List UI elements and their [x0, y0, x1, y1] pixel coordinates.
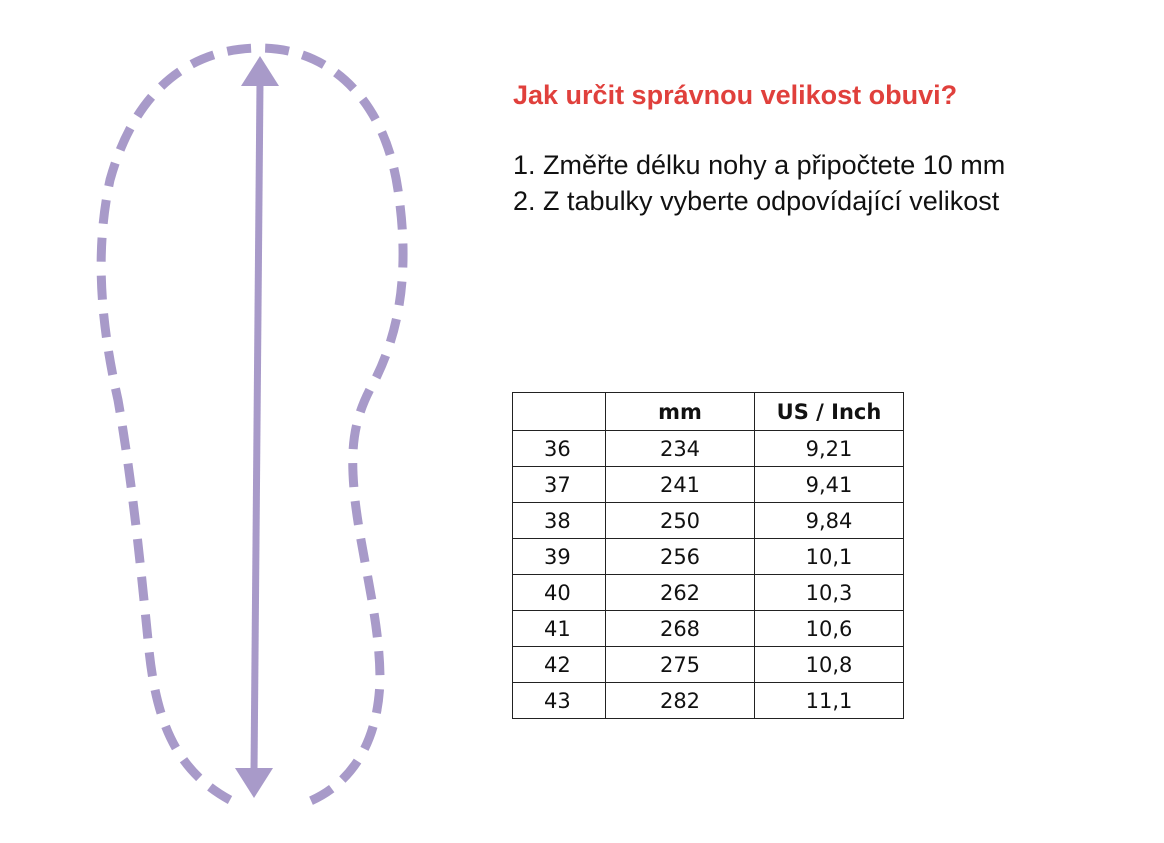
table-header-row [513, 393, 904, 431]
cell-size: 40 [513, 575, 606, 611]
arrow-up-icon [241, 56, 279, 86]
cell-inch: 9,21 [755, 431, 904, 467]
cell-inch: 11,1 [755, 683, 904, 719]
cell-inch: 9,41 [755, 467, 904, 503]
table-row [513, 647, 904, 683]
cell-mm: 275 [606, 647, 755, 683]
cell-mm: 262 [606, 575, 755, 611]
table-row [513, 539, 904, 575]
table-row [513, 611, 904, 647]
header-us-inch: US / Inch [755, 393, 904, 431]
header-mm: mm [606, 393, 755, 431]
cell-size: 42 [513, 647, 606, 683]
step-1: 1. Změřte délku nohy a připočtete 10 mm [513, 150, 1006, 180]
table-row [513, 575, 904, 611]
cell-size: 43 [513, 683, 606, 719]
cell-mm: 250 [606, 503, 755, 539]
foot-outline-icon [0, 0, 520, 843]
cell-mm: 241 [606, 467, 755, 503]
cell-mm: 234 [606, 431, 755, 467]
cell-inch: 10,1 [755, 539, 904, 575]
table-row [513, 431, 904, 467]
cell-inch: 10,6 [755, 611, 904, 647]
cell-size: 36 [513, 431, 606, 467]
page-title: Jak určit správnou velikost obuvi? [513, 80, 958, 110]
table-row [513, 683, 904, 719]
cell-inch: 10,3 [755, 575, 904, 611]
cell-inch: 9,84 [755, 503, 904, 539]
instruction-steps [513, 147, 1005, 219]
header-size [513, 393, 606, 431]
cell-size: 41 [513, 611, 606, 647]
table-row [513, 467, 904, 503]
cell-size: 39 [513, 539, 606, 575]
cell-size: 38 [513, 503, 606, 539]
cell-inch: 10,8 [755, 647, 904, 683]
table-row [513, 503, 904, 539]
size-table [512, 392, 904, 719]
step-2: 2. Z tabulky vyberte odpovídající velikost [513, 186, 1000, 216]
arrow-down-icon [235, 768, 273, 798]
length-arrow-line [254, 82, 260, 772]
cell-mm: 282 [606, 683, 755, 719]
cell-mm: 256 [606, 539, 755, 575]
cell-size: 37 [513, 467, 606, 503]
cell-mm: 268 [606, 611, 755, 647]
